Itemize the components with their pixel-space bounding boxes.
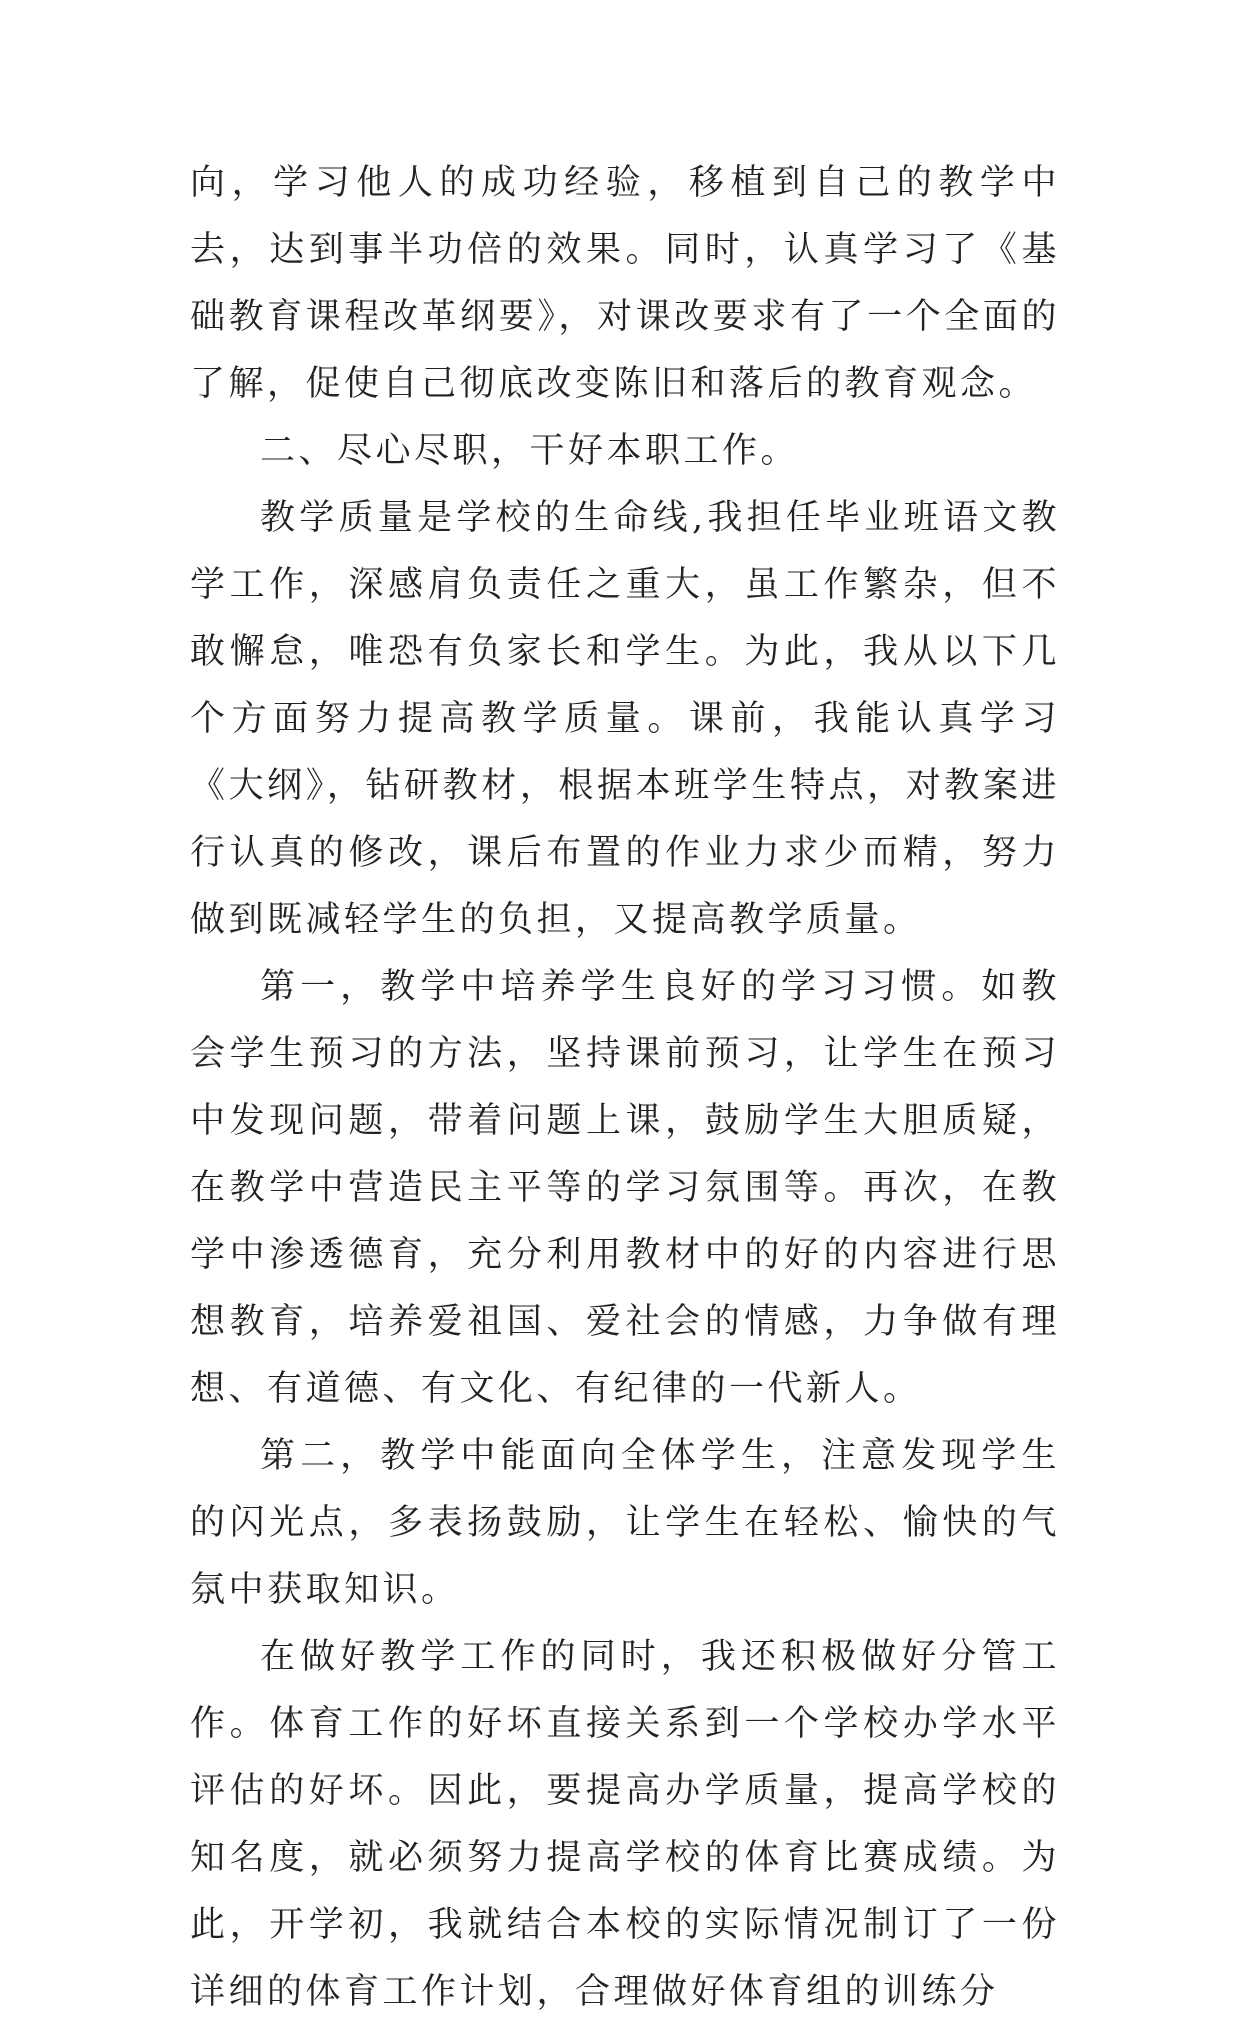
document-body (190, 150, 1060, 2026)
paragraph-second-point: 第二，教学中能面向全体学生，注意发现学生的闪光点，多表扬鼓励，让学生在轻松、愉快的气氛中获取知识。 (190, 1436, 1060, 1610)
section-heading: 二、尽心尽职，干好本职工作。 (260, 431, 800, 471)
paragraph-teaching-quality: 教学质量是学校的生命线,我担任毕业班语文教学工作，深感肩负责任之重大，虽工作繁杂，但不敢懈怠，唯恐有负家长和学生。为此，我从以下几个方面努力提高教学质量。课前，我能认真学习《大纲》，钻研教材，根据本班学生特点，对教案进行认真的修改，课后布置的作业力求少而精，努力做到既减轻学生的负担，又提高教学质量。 (190, 498, 1060, 940)
paragraph-sports-work: 在做好教学工作的同时，我还积极做好分管工作。体育工作的好坏直接关系到一个学校办学水平评估的好坏。因此，要提高办学质量，提高学校的知名度，就必须努力提高学校的体育比赛成绩。为此，开学初，我就结合本校的实际情况制订了一份详细的体育工作计划，合理做好体育组的训练分 (190, 1637, 1060, 2012)
paragraph-continuation: 向，学习他人的成功经验，移植到自己的教学中去，达到事半功倍的效果。同时，认真学习了《基础教育课程改革纲要》，对课改要求有了一个全面的了解，促使自己彻底改变陈旧和落后的教育观念。 (190, 163, 1060, 404)
paragraph-first-point: 第一，教学中培养学生良好的学习习惯。如教会学生预习的方法，坚持课前预习，让学生在预习中发现问题，带着问题上课，鼓励学生大胆质疑，在教学中营造民主平等的学习氛围等。再次，在教学中渗透德育，充分利用教材中的好的内容进行思想教育，培养爱祖国、爱社会的情感，力争做有理想、有道德、有文化、有纪律的一代新人。 (190, 967, 1060, 1409)
